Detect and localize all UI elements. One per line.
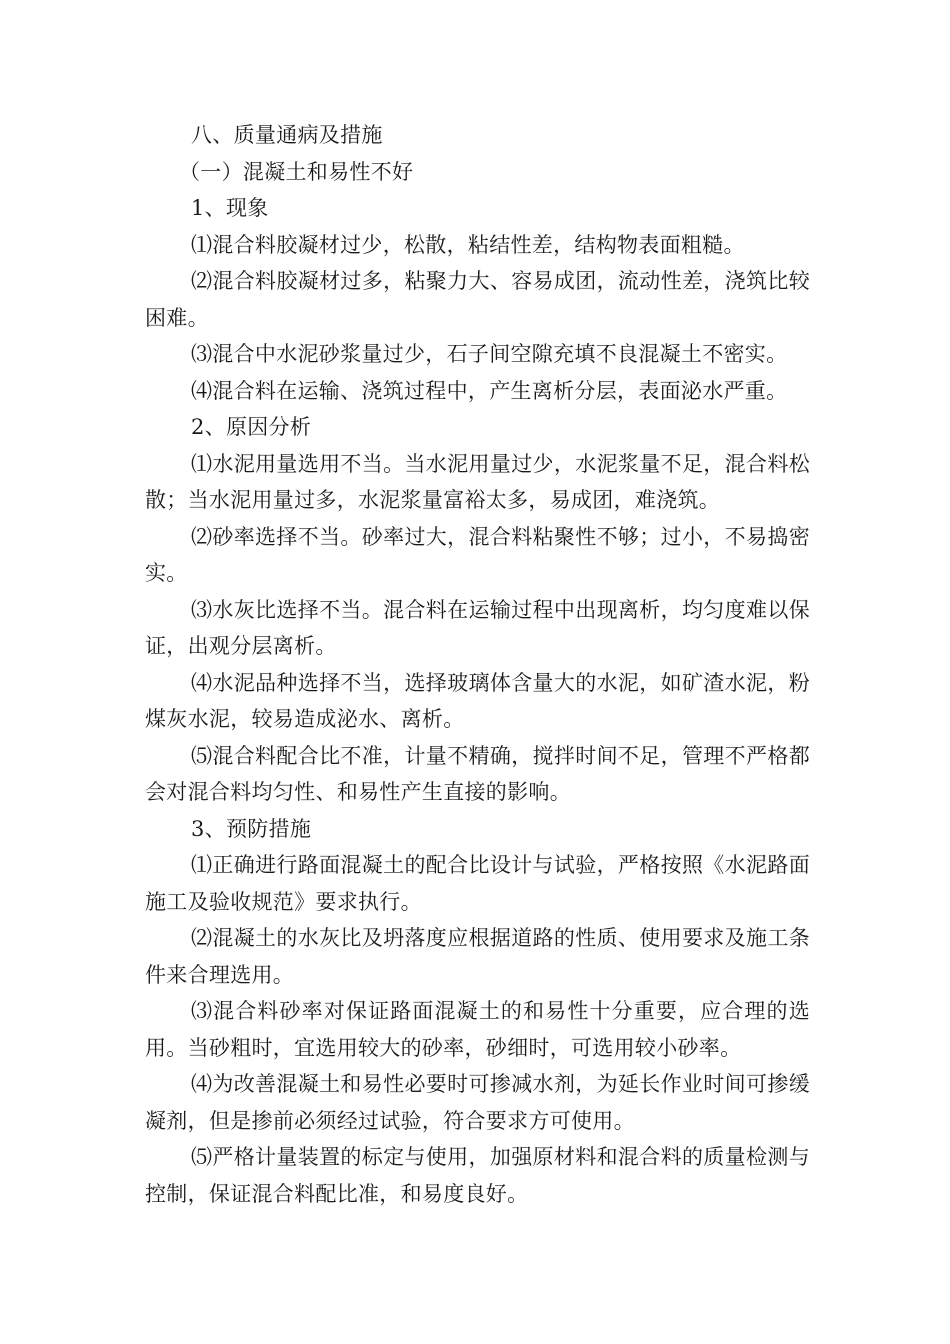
- paragraph: ⑷混合料在运输、浇筑过程中，产生离析分层，表面泌水严重。: [191, 378, 788, 403]
- paragraph: ⑸混合料配合比不准，计量不精确，搅拌时间不足，管理不严格都会对混合料均匀性、和易性产生直接的影响。: [145, 743, 810, 804]
- paragraph: ⑶混合料砂率对保证路面混凝土的和易性十分重要，应合理的选用。当砂粗时，宜选用较大的砂率，砂细时，可选用较小砂率。: [145, 999, 810, 1060]
- paragraph: ⑷水泥品种选择不当，选择玻璃体含量大的水泥，如矿渣水泥，粉煤灰水泥，较易造成泌水、离析。: [145, 670, 810, 731]
- paragraph: ⑵混合料胶凝材过多，粘聚力大、容易成团，流动性差，浇筑比较困难。: [145, 269, 810, 330]
- paragraph: ⑵混凝土的水灰比及坍落度应根据道路的性质、使用要求及施工条件来合理选用。: [145, 926, 810, 987]
- subsection-title: （一）混凝土和易性不好: [179, 159, 414, 184]
- document-body: [145, 117, 810, 1212]
- heading-preventive-measures: 3、预防措施: [191, 816, 312, 841]
- paragraph: ⑵砂率选择不当。砂率过大，混合料粘聚性不够；过小，不易捣密实。: [145, 524, 810, 585]
- paragraph: ⑴水泥用量选用不当。当水泥用量过少，水泥浆量不足，混合料松散；当水泥用量过多，水泥浆量富裕太多，易成团，难浇筑。: [145, 451, 810, 512]
- paragraph: ⑶水灰比选择不当。混合料在运输过程中出现离析，均匀度难以保证，出观分层离析。: [145, 597, 810, 658]
- paragraph: ⑴正确进行路面混凝土的配合比设计与试验，严格按照《水泥路面施工及验收规范》要求执行。: [145, 853, 810, 914]
- section-title: 八、质量通病及措施: [191, 123, 383, 147]
- heading-cause-analysis: 2、原因分析: [191, 415, 312, 439]
- paragraph: ⑷为改善混凝土和易性必要时可掺减水剂，为延长作业时间可掺缓凝剂，但是掺前必须经过试验，符合要求方可使用。: [145, 1072, 810, 1133]
- paragraph: ⑴混合料胶凝材过少，松散，粘结性差，结构物表面粗糙。: [191, 232, 745, 257]
- paragraph: ⑶混合中水泥砂浆量过少，石子间空隙充填不良混凝土不密实。: [191, 342, 788, 366]
- heading-phenomenon: 1、现象: [191, 196, 269, 220]
- paragraph: ⑸严格计量装置的标定与使用，加强原材料和混合料的质量检测与控制，保证混合料配比准，和易度良好。: [145, 1145, 810, 1206]
